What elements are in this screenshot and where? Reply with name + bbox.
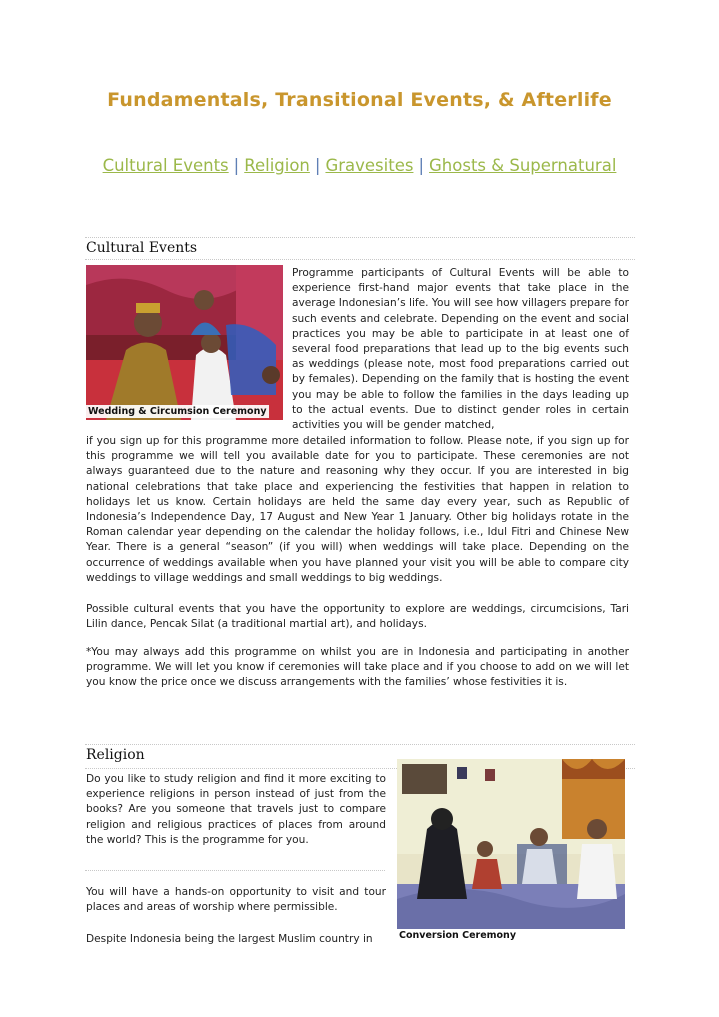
nav-separator: | [233,156,240,175]
religion-heading: Religion [86,747,145,763]
nav-link-gravesites[interactable]: Gravesites [325,156,414,175]
paragraph-divider [85,870,385,871]
cultural-events-list-text: Possible cultural events that you have the opportunity to explore are weddings, circumcisions, Tari Lilin dance, Pencak Silat (a traditional martial art), and holidays. [86,603,629,631]
nav-link-ghosts-supernatural[interactable]: Ghosts & Supernatural [429,156,617,175]
wedding-photo-caption: Wedding & Circumsion Ceremony [88,406,267,417]
section-divider [85,259,635,260]
conversion-photo-caption: Conversion Ceremony [399,930,517,941]
nav-link-religion[interactable]: Religion [244,156,310,175]
nav-separator: | [314,156,321,175]
section-nav [0,156,719,175]
page-title: Fundamentals, Transitional Events, & Afterlife [107,89,612,111]
nav-link-cultural-events[interactable]: Cultural Events [102,156,229,175]
wedding-photo [86,265,283,420]
cultural-events-body-text: if you sign up for this programme more detailed information to follow. Please note, if you sign up for this programme we will tell you available date for you to participate. These ceremonies are not always guaranteed due to the nature and reasoning why they occur. If you are interested in big national celebrations that take place and experiencing the festivities that happen in relation to holidays let us know. Certain holidays are held the same day every year, such as Republic of Indonesia’s Independence Day, 17 August and New Year 1 January. Other big holidays rotate in the Roman calendar year depending on the calendar the holiday follows, i.e., Idul Fitri and Chinese New Year. There is a general “season” (if you will) when weddings will take place. Depending on the occurrence of weddings available when you have planned your visit you will be able to compare city weddings to village weddings and small weddings to big weddings. [86,435,629,584]
religion-tour-text: You will have a hands-on opportunity to visit and tour places and areas of worship where permissible. [86,886,386,914]
cultural-events-heading: Cultural Events [86,240,198,256]
section-divider [85,744,635,745]
cultural-events-intro-text: Programme participants of Cultural Events will be able to experience first-hand major events that take place in the average Indonesian’s life. You will see how villagers prepare for such events and celebrate. Depending on the event and social practices you may be able to participate in at least one of several food preparations that lead up to the big events such as weddings (please note, most food preparations carried out by females). Depending on the family that is hosting the event you may be able to follow the families in the days leading up to the actual events. Due to distinct gender roles in certain activities you will be gender matched, [292,267,629,432]
religion-continued-text: Despite Indonesia being the largest Muslim country in [86,933,373,945]
cultural-events-note-text: *You may always add this programme on whilst you are in Indonesia and participating in another programme. We will let you know if ceremonies will take place and if you choose to add on we will let you know the price once we discuss arrangements with the families’ whose festivities it is. [86,646,629,689]
nav-separator: | [418,156,425,175]
section-divider [85,237,635,238]
religion-intro-text: Do you like to study religion and find it more exciting to experience religions in person instead of just from the books? Are you someone that travels just to compare religion and religious practices of places from around the world? This is the programme for you. [86,773,386,846]
conversion-photo [397,759,625,929]
